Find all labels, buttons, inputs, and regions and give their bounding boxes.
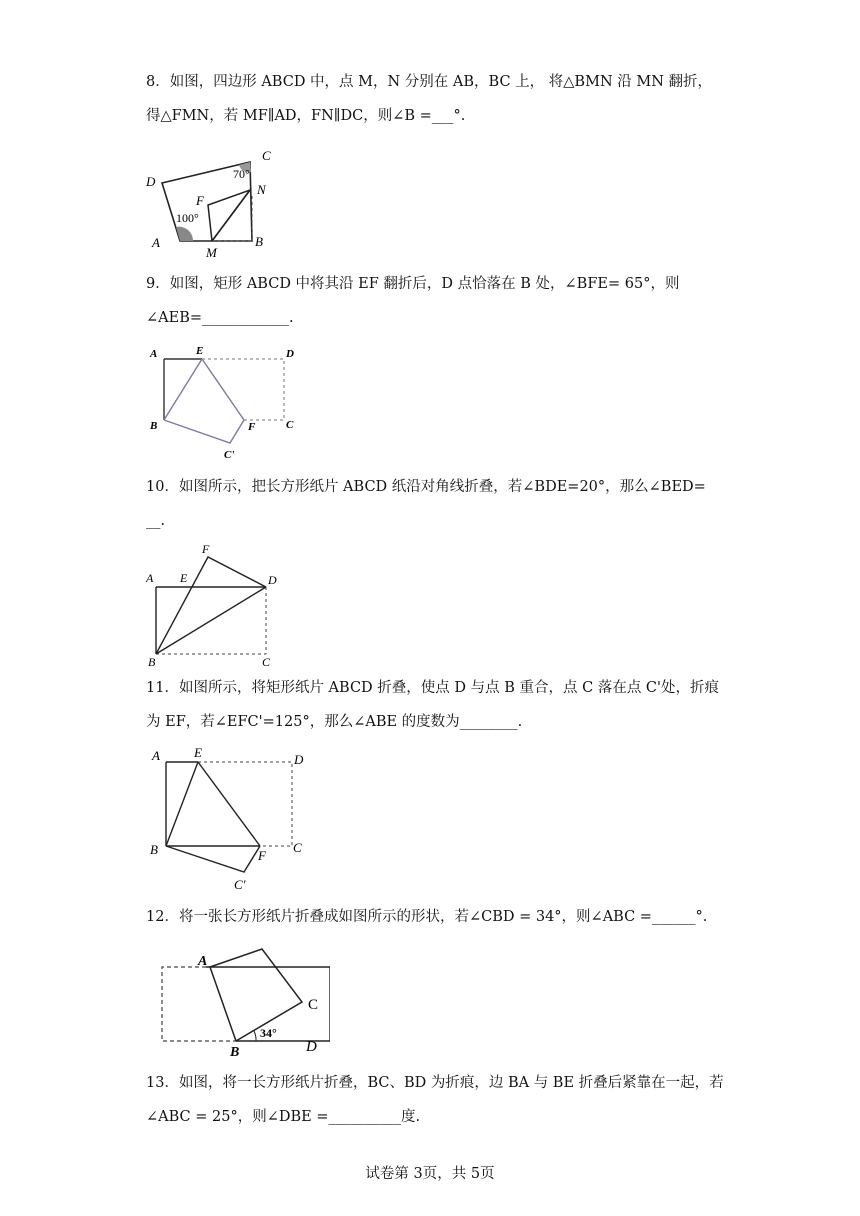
figure-q11 [140,742,315,894]
label-b: B [148,655,156,669]
label-n: N [257,182,266,197]
label-c: C [308,997,319,1013]
question-text-line: 12．将一张长方形纸片折叠成如图所示的形状，若∠CBD = 34°，则∠ABC =______°. [146,909,708,925]
label-c: C [286,419,294,431]
label-a: A [150,348,158,360]
label-c-prime: C' [234,877,246,892]
label-e: E [180,571,188,585]
segment-be [166,762,198,846]
crease-ef [202,359,244,420]
figure-q10 [140,540,290,670]
question-11 [146,676,726,734]
angle-label: 34° [260,1026,277,1040]
label-f: F [248,421,256,433]
label-b: B [255,234,263,249]
question-text-line: 9．如图，矩形 ABCD 中将其沿 EF 翻折后，D 点恰落在 B 处，∠BFE= 65°，则 [146,276,680,292]
label-c-prime: C' [224,449,235,461]
folded-edge-bc1f [166,846,260,872]
folded-region-outline [198,762,292,846]
label-c: C [293,840,302,855]
question-text-line: 为 EF，若∠EFC'=125°，那么∠ABE 的度数为________. [146,714,523,730]
label-b: B [230,1045,240,1060]
label-f: F [202,542,210,556]
figure-q12 [150,945,330,1060]
question-text-line: 13．如图，将一长方形纸片折叠，BC、BD 为折痕，边 BA 与 BE 折叠后紧靠在一起，若 [146,1075,724,1091]
figure-q8 [140,143,300,261]
crease-ef [198,762,260,846]
label-a: A [198,954,208,969]
question-9 [146,272,726,330]
folded-edge-bc1f [164,420,244,443]
angle-arc [254,1031,256,1041]
folded-flap [210,949,302,1041]
folded-region-outline [202,359,284,420]
segment-be [164,359,202,420]
label-b: B [150,420,158,432]
label-e: E [196,345,204,357]
label-f: F [258,848,266,863]
label-c: C [262,655,271,669]
label-f: F [196,193,204,208]
label-e: E [194,745,202,760]
label-d: D [146,174,156,189]
folded-triangle [156,557,266,654]
question-text-line: ∠ABC = 25°，则∠DBE =__________度. [146,1109,421,1125]
label-d: D [294,752,304,767]
question-text-line: __. [146,513,166,529]
question-text-line: 11．如图所示，将矩形纸片 ABCD 折叠，使点 D 与点 B 重合，点 C 落在点 C'处，折痕 [146,680,720,696]
question-10 [146,475,726,533]
label-d: D [268,573,277,587]
question-text-line: 8．如图，四边形 ABCD 中，点 M，N 分别在 AB，BC 上， 将△BMN 沿 MN 翻折， [146,74,712,90]
question-12 [146,905,726,929]
question-text-line: ∠AEB=____________. [146,310,294,326]
question-13 [146,1071,726,1129]
label-m: M [206,245,217,260]
label-d: D [306,1039,317,1055]
question-text-line: 10．如图所示，把长方形纸片 ABCD 纸沿对角线折叠，若∠BDE=20°，那么∠BED= [146,479,706,495]
label-d: D [286,348,294,360]
label-c: C [262,148,271,163]
label-a: A [146,571,154,585]
figure-q9 [140,340,310,465]
question-8 [146,70,726,128]
crease-mn [212,190,250,241]
page-footer: 试卷第 3页，共 5页 [365,1166,495,1182]
original-paper-outline [162,967,236,1041]
label-a: A [152,748,160,763]
angle-label-c: 70° [233,167,250,181]
diagonal-bd [156,587,266,654]
label-b: B [150,842,158,857]
label-a: A [152,235,160,250]
question-text-line: 得△FMN，若 MF∥AD，FN∥DC，则∠B =___°. [146,108,466,124]
angle-label-a: 100° [176,211,199,225]
